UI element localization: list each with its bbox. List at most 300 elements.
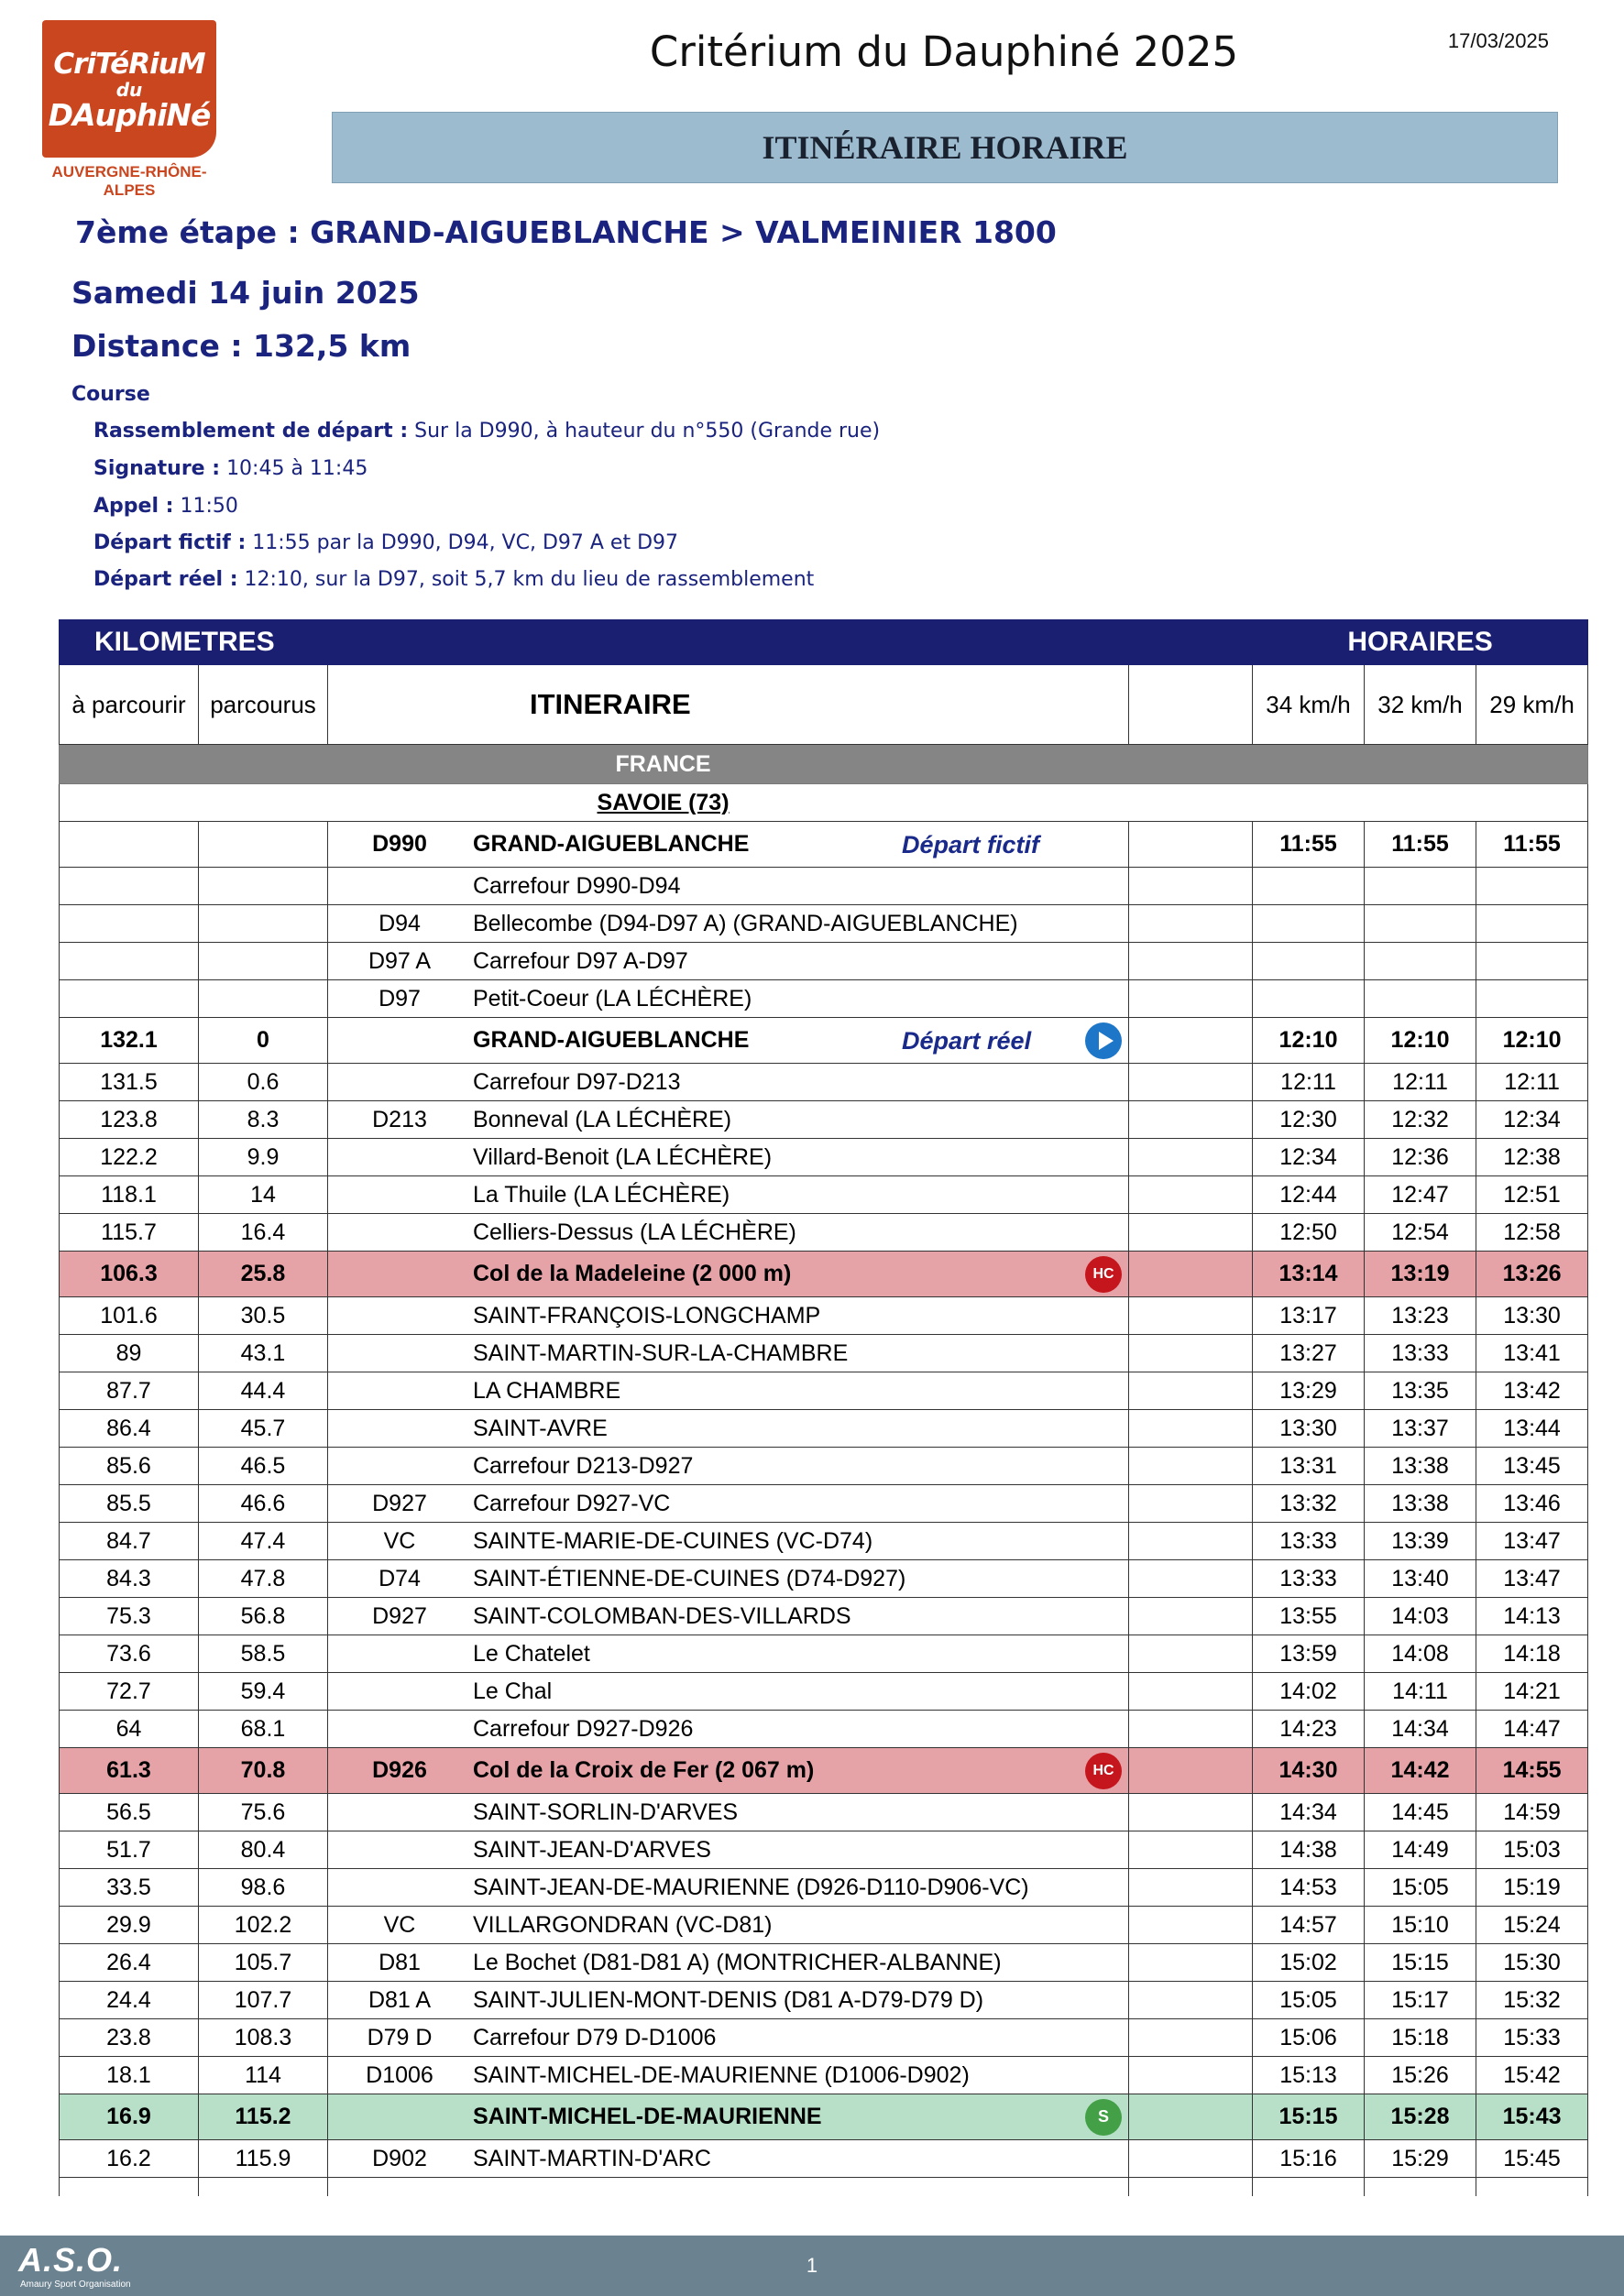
time-34kmh: 14:02: [1253, 1673, 1365, 1711]
place-name: La Thuile (LA LÉCHÈRE): [473, 1181, 730, 1208]
place-name: Bellecombe (D94-D97 A) (GRAND-AIGUEBLANCHE): [473, 910, 1018, 936]
time-34kmh: 14:53: [1253, 1869, 1365, 1907]
time-32kmh: 14:45: [1365, 1794, 1476, 1831]
time-29kmh: [1476, 943, 1588, 980]
place-name: SAINT-MARTIN-SUR-LA-CHAMBRE: [473, 1339, 849, 1366]
itinerary-content: [334, 1757, 1128, 1784]
km-remaining: 75.3: [60, 1598, 199, 1635]
km-remaining: 131.5: [60, 1064, 199, 1101]
itinerary-row: [60, 1018, 1588, 1064]
itinerary-row: [60, 1748, 1588, 1794]
itinerary-row: [60, 943, 1588, 980]
km-done: [199, 822, 328, 868]
blank-cell: [1129, 1711, 1253, 1748]
time-34kmh: 15:15: [1253, 2094, 1365, 2140]
itinerary-row: [60, 2057, 1588, 2094]
place-name: Le Chal: [473, 1678, 553, 1704]
km-remaining: 118.1: [60, 1176, 199, 1214]
road-number: D926: [372, 1757, 427, 1783]
place-name: Le Chatelet: [473, 1640, 590, 1667]
itinerary-content: [334, 1378, 1128, 1405]
itinerary-row: [60, 1635, 1588, 1673]
blank-cell: [1129, 1673, 1253, 1711]
road-number: D79 D: [367, 2024, 433, 2050]
itinerary-cell: [328, 1794, 1129, 1831]
place-name: SAINT-MICHEL-DE-MAURIENNE: [473, 2104, 822, 2129]
km-remaining: 18.1: [60, 2057, 199, 2094]
road-number: D97 A: [368, 947, 432, 974]
km-remaining: 85.5: [60, 1485, 199, 1523]
time-32kmh: 12:11: [1365, 1064, 1476, 1101]
itinerary-cell: [328, 1176, 1129, 1214]
itinerary-cell: [328, 1944, 1129, 1982]
itinerary-row: [60, 1252, 1588, 1297]
time-34kmh: 12:34: [1253, 1139, 1365, 1176]
time-32kmh: [1365, 943, 1476, 980]
blank-cell: [1129, 1523, 1253, 1560]
km-done: 58.5: [199, 1635, 328, 1673]
time-34kmh: 13:29: [1253, 1372, 1365, 1410]
place-name: Carrefour D97-D213: [473, 1068, 681, 1095]
place-name: Carrefour D97 A-D97: [473, 947, 688, 974]
place-name: Petit-Coeur (LA LÉCHÈRE): [473, 985, 752, 1011]
place-name: SAINT-JEAN-DE-MAURIENNE (D926-D110-D906-VC): [473, 1874, 1029, 1900]
start-tag: Départ réel: [902, 1027, 1032, 1055]
place-name: SAINT-JEAN-D'ARVES: [473, 1836, 711, 1863]
km-done: 115.2: [199, 2094, 328, 2140]
place-name: Villard-Benoit (LA LÉCHÈRE): [473, 1143, 773, 1170]
place-name: Carrefour D927-VC: [473, 1490, 671, 1516]
km-remaining: 26.4: [60, 1944, 199, 1982]
itinerary-content: [334, 1912, 1128, 1939]
time-34kmh: 13:32: [1253, 1485, 1365, 1523]
itinerary-cell: [328, 822, 1129, 868]
blank-cell: [1129, 1748, 1253, 1794]
blank-cell: [1129, 1252, 1253, 1297]
itinerary-content: [334, 1799, 1128, 1826]
place-name: SAINT-COLOMBAN-DES-VILLARDS: [473, 1602, 851, 1629]
km-done: 68.1: [199, 1711, 328, 1748]
itinerary-cell: [328, 1018, 1129, 1064]
time-29kmh: 13:47: [1476, 1560, 1588, 1598]
itinerary-cell: [328, 1101, 1129, 1139]
blank-cell: [1129, 1448, 1253, 1485]
itinerary-content: [334, 1716, 1128, 1743]
itinerary-row: [60, 1176, 1588, 1214]
info-label: Départ réel :: [93, 568, 238, 591]
place-name: SAINT-MICHEL-DE-MAURIENNE (D1006-D902): [473, 2061, 970, 2088]
time-32kmh: 13:39: [1365, 1523, 1476, 1560]
time-29kmh: 14:13: [1476, 1598, 1588, 1635]
course-heading: Course: [71, 383, 150, 406]
time-32kmh: 14:49: [1365, 1831, 1476, 1869]
time-32kmh: 13:23: [1365, 1297, 1476, 1335]
itinerary-cell: [328, 1214, 1129, 1252]
place-name: VILLARGONDRAN (VC-D81): [473, 1911, 773, 1938]
time-34kmh: 15:06: [1253, 2019, 1365, 2057]
info-line-assembly: [93, 420, 880, 443]
itinerary-row: [60, 1448, 1588, 1485]
document-date: 17/03/2025: [1447, 29, 1549, 52]
km-done: 16.4: [199, 1214, 328, 1252]
itinerary-content: [334, 1182, 1128, 1208]
itinerary-content: [334, 1566, 1128, 1592]
info-label: Départ fictif :: [93, 531, 247, 554]
place-name: Carrefour D213-D927: [473, 1452, 694, 1479]
blank-cell: [1129, 1831, 1253, 1869]
itinerary-cell: [328, 1064, 1129, 1101]
time-29kmh: 11:55: [1476, 822, 1588, 868]
col-speed-34-header: 34 km/h: [1253, 665, 1365, 745]
time-29kmh: 15:43: [1476, 2094, 1588, 2140]
itinerary-cell: [328, 1831, 1129, 1869]
km-remaining: 115.7: [60, 1214, 199, 1252]
km-done: 0.6: [199, 1064, 328, 1101]
itinerary-row: [60, 1831, 1588, 1869]
itinerary-cell: [328, 943, 1129, 980]
blank-cell: [1129, 1598, 1253, 1635]
blank-cell: [1129, 943, 1253, 980]
km-remaining: 56.5: [60, 1794, 199, 1831]
itinerary-cell: [328, 1139, 1129, 1176]
itinerary-content: [334, 1875, 1128, 1901]
km-done: 75.6: [199, 1794, 328, 1831]
info-line-call: [93, 495, 238, 518]
road-number: D81: [379, 1949, 421, 1975]
time-34kmh: 12:50: [1253, 1214, 1365, 1252]
time-29kmh: 13:30: [1476, 1297, 1588, 1335]
km-done: 0: [199, 1018, 328, 1064]
km-done: 44.4: [199, 1372, 328, 1410]
time-34kmh: 12:10: [1253, 1018, 1365, 1064]
itinerary-cell: [328, 1598, 1129, 1635]
logo-region: AUVERGNE-RHÔNE-ALPES: [51, 163, 207, 199]
itinerary-row: [60, 1982, 1588, 2019]
km-done: 14: [199, 1176, 328, 1214]
blank-cell: [1129, 1485, 1253, 1523]
itinerary-cell: [328, 1869, 1129, 1907]
km-done: 115.9: [199, 2140, 328, 2178]
time-29kmh: 13:45: [1476, 1448, 1588, 1485]
time-32kmh: 13:35: [1365, 1372, 1476, 1410]
km-remaining: 122.2: [60, 1139, 199, 1176]
time-32kmh: 12:32: [1365, 1101, 1476, 1139]
km-done: 105.7: [199, 1944, 328, 1982]
place-name: Le Bochet (D81-D81 A) (MONTRICHER-ALBANNE): [473, 1949, 1002, 1975]
itinerary-row: [60, 1297, 1588, 1335]
time-32kmh: 12:54: [1365, 1214, 1476, 1252]
col-itinerary-header: ITINERAIRE: [328, 665, 1129, 745]
km-done: [199, 905, 328, 943]
table-group-header: [60, 620, 1588, 665]
stage-title: 7ème étape : GRAND-AIGUEBLANCHE > VALMEINIER 1800: [75, 214, 1057, 250]
itinerary-cell: [328, 2019, 1129, 2057]
time-32kmh: [1365, 905, 1476, 943]
km-done: 46.6: [199, 1485, 328, 1523]
itinerary-cell: [328, 1335, 1129, 1372]
itinerary-row: [60, 905, 1588, 943]
km-remaining: 61.3: [60, 1748, 199, 1794]
road-number: D927: [372, 1490, 427, 1516]
km-remaining: 86.4: [60, 1410, 199, 1448]
km-remaining: 64: [60, 1711, 199, 1748]
page-footer: [0, 2236, 1624, 2296]
blank-cell: [1129, 1372, 1253, 1410]
time-29kmh: 15:30: [1476, 1944, 1588, 1982]
time-32kmh: 15:17: [1365, 1982, 1476, 2019]
place-name: Carrefour D990-D94: [473, 872, 681, 899]
place-name: Bonneval (LA LÉCHÈRE): [473, 1106, 732, 1132]
blank-cell: [1129, 1944, 1253, 1982]
time-29kmh: 15:33: [1476, 2019, 1588, 2057]
itinerary-cell: [328, 1673, 1129, 1711]
time-29kmh: 15:45: [1476, 2140, 1588, 2178]
blank-cell: [1129, 1176, 1253, 1214]
time-29kmh: 15:19: [1476, 1869, 1588, 1907]
km-done: 56.8: [199, 1598, 328, 1635]
blank-cell: [1129, 1335, 1253, 1372]
department-label: SAVOIE (73): [60, 784, 1588, 822]
road-number: D74: [379, 1565, 421, 1591]
time-34kmh: 13:17: [1253, 1297, 1365, 1335]
time-32kmh: 12:10: [1365, 1018, 1476, 1064]
col-done-header: parcourus: [199, 665, 328, 745]
time-29kmh: 13:26: [1476, 1252, 1588, 1297]
itinerary-content: [334, 1837, 1128, 1864]
road-number: D97: [379, 985, 421, 1011]
col-blank-header: [1129, 665, 1253, 745]
km-done: 114: [199, 2057, 328, 2094]
itinerary-row: [60, 1410, 1588, 1448]
info-line-neutral-start: [93, 531, 678, 554]
km-done: 108.3: [199, 2019, 328, 2057]
itinerary-cell: [328, 868, 1129, 905]
itinerary-content: [334, 1678, 1128, 1705]
info-value: 11:55 par la D990, D94, VC, D97 A et D97: [252, 531, 679, 554]
itinerary-cell: [328, 1748, 1129, 1794]
itinerary-content: [334, 873, 1128, 900]
place-name: Carrefour D927-D926: [473, 1715, 694, 1742]
place-name: SAINTE-MARIE-DE-CUINES (VC-D74): [473, 1527, 873, 1554]
time-34kmh: 12:44: [1253, 1176, 1365, 1214]
km-remaining: 84.3: [60, 1560, 199, 1598]
itinerary-row: [60, 1101, 1588, 1139]
km-done: 80.4: [199, 1831, 328, 1869]
itinerary-cell: [328, 1448, 1129, 1485]
blank-cell: [1129, 1560, 1253, 1598]
hors-categorie-climb-icon: HC: [1085, 1256, 1122, 1293]
itinerary-cell: [328, 1410, 1129, 1448]
km-remaining: 73.6: [60, 1635, 199, 1673]
itinerary-content: [334, 1107, 1128, 1133]
time-32kmh: 12:36: [1365, 1139, 1476, 1176]
place-name: SAINT-FRANÇOIS-LONGCHAMP: [473, 1302, 821, 1328]
km-done: 70.8: [199, 1748, 328, 1794]
time-32kmh: 13:37: [1365, 1410, 1476, 1448]
km-done: 9.9: [199, 1139, 328, 1176]
itinerary-row: [60, 1598, 1588, 1635]
itinerary-row: [60, 2140, 1588, 2178]
km-done: 102.2: [199, 1907, 328, 1944]
itinerary-row: [60, 1944, 1588, 1982]
place-name: Col de la Madeleine (2 000 m): [473, 1261, 792, 1286]
col-speed-32-header: 32 km/h: [1365, 665, 1476, 745]
km-remaining: 106.3: [60, 1252, 199, 1297]
itinerary-row: [60, 1523, 1588, 1560]
km-done: [199, 980, 328, 1018]
col-remaining-header: à parcourir: [60, 665, 199, 745]
place-name: SAINT-ÉTIENNE-DE-CUINES (D74-D927): [473, 1565, 906, 1591]
time-29kmh: 12:38: [1476, 1139, 1588, 1176]
time-32kmh: 15:15: [1365, 1944, 1476, 1982]
road-number: D1006: [366, 2061, 433, 2088]
stage-distance: Distance : 132,5 km: [71, 328, 411, 364]
km-remaining: 51.7: [60, 1831, 199, 1869]
itinerary-row: [60, 1907, 1588, 1944]
blank-cell: [1129, 1101, 1253, 1139]
table-tail-row: [60, 2178, 1588, 2197]
col-speed-29-header: 29 km/h: [1476, 665, 1588, 745]
blank-cell: [1129, 1018, 1253, 1064]
time-34kmh: [1253, 905, 1365, 943]
info-value: Sur la D990, à hauteur du n°550 (Grande rue): [414, 420, 881, 443]
itinerary-content: [334, 2104, 1128, 2130]
time-34kmh: 14:23: [1253, 1711, 1365, 1748]
itinerary-row: [60, 980, 1588, 1018]
time-29kmh: 14:18: [1476, 1635, 1588, 1673]
itinerary-row: [60, 1711, 1588, 1748]
time-32kmh: 12:47: [1365, 1176, 1476, 1214]
blank-cell: [1129, 1635, 1253, 1673]
time-29kmh: 15:42: [1476, 2057, 1588, 2094]
itinerary-content: [334, 911, 1128, 937]
info-label: Rassemblement de départ :: [93, 420, 409, 443]
time-34kmh: 13:31: [1253, 1448, 1365, 1485]
itinerary-content: [334, 831, 1128, 858]
km-remaining: 89: [60, 1335, 199, 1372]
time-34kmh: 14:30: [1253, 1748, 1365, 1794]
time-32kmh: 15:29: [1365, 2140, 1476, 2178]
time-29kmh: 13:42: [1476, 1372, 1588, 1410]
country-row: [60, 745, 1588, 784]
itinerary-cell: [328, 1982, 1129, 2019]
itinerary-content: [334, 1303, 1128, 1329]
itinerary-content: [334, 1641, 1128, 1667]
itinerary-row: [60, 1139, 1588, 1176]
time-34kmh: 13:55: [1253, 1598, 1365, 1635]
time-32kmh: 15:18: [1365, 2019, 1476, 2057]
km-remaining: 132.1: [60, 1018, 199, 1064]
logo-line-1: CriTéRiuM: [53, 48, 205, 81]
logo-line-3: DAuphiNé: [48, 97, 211, 133]
km-done: 107.7: [199, 1982, 328, 2019]
itinerary-row: [60, 822, 1588, 868]
place-name: SAINT-JULIEN-MONT-DENIS (D81 A-D79-D79 D): [473, 1986, 984, 2013]
km-group-header: KILOMETRES: [60, 620, 1129, 665]
km-done: [199, 868, 328, 905]
blank-cell: [1129, 2057, 1253, 2094]
km-done: 59.4: [199, 1673, 328, 1711]
time-34kmh: 13:33: [1253, 1523, 1365, 1560]
time-32kmh: [1365, 868, 1476, 905]
time-34kmh: 13:33: [1253, 1560, 1365, 1598]
itinerary-row: [60, 1372, 1588, 1410]
place-name: SAINT-SORLIN-D'ARVES: [473, 1799, 739, 1825]
time-34kmh: [1253, 868, 1365, 905]
time-32kmh: 13:33: [1365, 1335, 1476, 1372]
itinerary-content: [334, 1219, 1128, 1246]
time-29kmh: 12:51: [1476, 1176, 1588, 1214]
km-remaining: [60, 868, 199, 905]
table-column-header: [60, 665, 1588, 745]
time-29kmh: 14:55: [1476, 1748, 1588, 1794]
time-32kmh: 15:26: [1365, 2057, 1476, 2094]
place-name: GRAND-AIGUEBLANCHE: [473, 831, 750, 857]
time-32kmh: 15:10: [1365, 1907, 1476, 1944]
itinerary-row: [60, 2019, 1588, 2057]
blank-cell: [1129, 1410, 1253, 1448]
itinerary-row: [60, 1485, 1588, 1523]
aso-logo-subtitle: Amaury Sport Organisation: [20, 2280, 131, 2290]
time-29kmh: 15:24: [1476, 1907, 1588, 1944]
time-32kmh: 15:05: [1365, 1869, 1476, 1907]
blank-cell: [1129, 2094, 1253, 2140]
itinerary-row: [60, 2094, 1588, 2140]
road-number: D81 A: [368, 1986, 432, 2013]
itinerary-cell: [328, 1252, 1129, 1297]
itinerary-content: [334, 986, 1128, 1012]
time-29kmh: 13:44: [1476, 1410, 1588, 1448]
road-number: D927: [372, 1602, 427, 1629]
km-remaining: [60, 980, 199, 1018]
place-name: Carrefour D79 D-D1006: [473, 2024, 717, 2050]
time-32kmh: 15:28: [1365, 2094, 1476, 2140]
blank-cell: [1129, 905, 1253, 943]
info-line-real-start: [93, 568, 814, 591]
km-remaining: 84.7: [60, 1523, 199, 1560]
info-line-signature: [93, 457, 368, 480]
blank-cell: [1129, 1794, 1253, 1831]
km-done: 45.7: [199, 1410, 328, 1448]
time-29kmh: [1476, 868, 1588, 905]
blank-cell: [1129, 1214, 1253, 1252]
place-name: GRAND-AIGUEBLANCHE: [473, 1027, 750, 1053]
time-29kmh: 13:46: [1476, 1485, 1588, 1523]
km-remaining: 101.6: [60, 1297, 199, 1335]
km-remaining: 16.2: [60, 2140, 199, 2178]
itinerary-content: [334, 1069, 1128, 1096]
km-remaining: 33.5: [60, 1869, 199, 1907]
itinerary-content: [334, 2025, 1128, 2051]
logo-line-2: du: [115, 79, 143, 101]
place-name: Col de la Croix de Fer (2 067 m): [473, 1757, 815, 1783]
km-remaining: 72.7: [60, 1673, 199, 1711]
time-32kmh: 14:42: [1365, 1748, 1476, 1794]
country-label: FRANCE: [60, 745, 1588, 784]
itinerary-content: [334, 948, 1128, 975]
road-number: D213: [372, 1106, 427, 1132]
time-34kmh: 14:57: [1253, 1907, 1365, 1944]
km-done: 43.1: [199, 1335, 328, 1372]
time-29kmh: 13:47: [1476, 1523, 1588, 1560]
km-remaining: [60, 943, 199, 980]
time-29kmh: 15:32: [1476, 1982, 1588, 2019]
itinerary-content: [334, 1987, 1128, 2014]
blank-cell: [1129, 868, 1253, 905]
itinerary-cell: [328, 1907, 1129, 1944]
time-32kmh: 13:40: [1365, 1560, 1476, 1598]
itinerary-row: [60, 1560, 1588, 1598]
